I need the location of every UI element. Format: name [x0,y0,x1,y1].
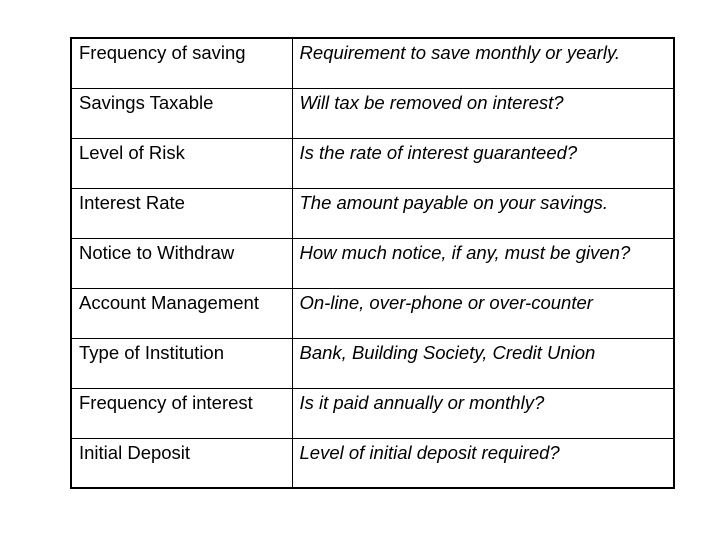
description-cell: How much notice, if any, must be given? [292,238,674,288]
table-row [71,188,674,238]
table-row [71,88,674,138]
table-row [71,338,674,388]
term-cell: Level of Risk [71,138,292,188]
table-row [71,438,674,488]
savings-criteria-table [70,37,675,489]
description-cell: Is it paid annually or monthly? [292,388,674,438]
term-cell: Frequency of saving [71,38,292,88]
term-cell: Savings Taxable [71,88,292,138]
term-cell: Interest Rate [71,188,292,238]
term-cell: Initial Deposit [71,438,292,488]
table-row [71,388,674,438]
term-cell: Notice to Withdraw [71,238,292,288]
description-cell: Will tax be removed on interest? [292,88,674,138]
term-cell: Frequency of interest [71,388,292,438]
description-cell: The amount payable on your savings. [292,188,674,238]
table-row [71,238,674,288]
description-cell: Bank, Building Society, Credit Union [292,338,674,388]
table-row [71,138,674,188]
table-row [71,288,674,338]
term-cell: Account Management [71,288,292,338]
description-cell: On-line, over-phone or over-counter [292,288,674,338]
description-cell: Requirement to save monthly or yearly. [292,38,674,88]
term-cell: Type of Institution [71,338,292,388]
description-cell: Is the rate of interest guaranteed? [292,138,674,188]
table-row [71,38,674,88]
description-cell: Level of initial deposit required? [292,438,674,488]
